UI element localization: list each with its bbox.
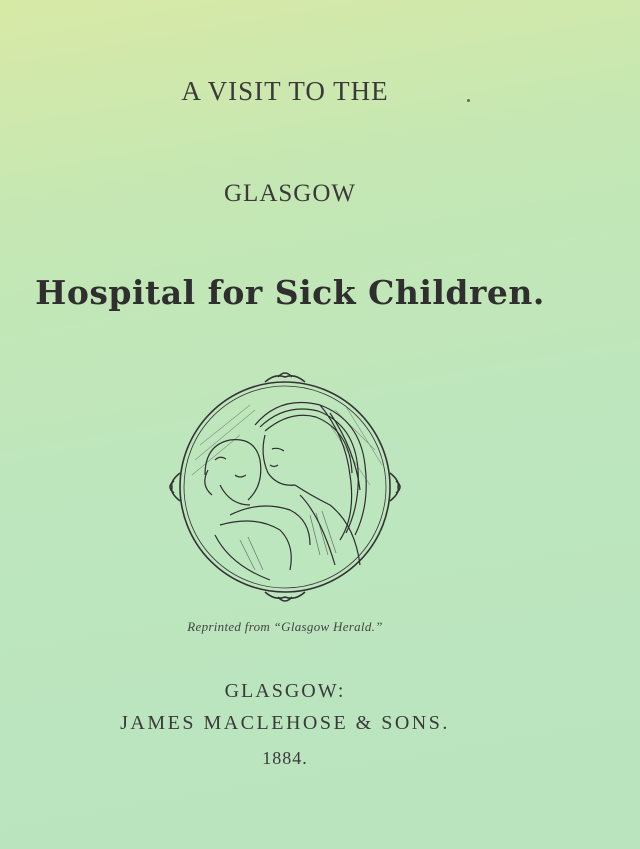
imprint-city: GLASGOW: xyxy=(224,680,346,702)
mother-and-child-vignette xyxy=(160,365,410,610)
title-line-1: A VISIT TO THE xyxy=(181,76,389,106)
imprint-publisher: JAMES MACLEHOSE & SONS. xyxy=(120,712,450,734)
imprint-year: 1884. xyxy=(262,748,308,768)
title-line-2: GLASGOW xyxy=(224,180,356,207)
ink-speck xyxy=(467,99,470,102)
illustration-caption: Reprinted from “Glasgow Herald.” xyxy=(187,619,383,634)
title-line-3: Hospital for Sick Children. xyxy=(35,273,545,312)
